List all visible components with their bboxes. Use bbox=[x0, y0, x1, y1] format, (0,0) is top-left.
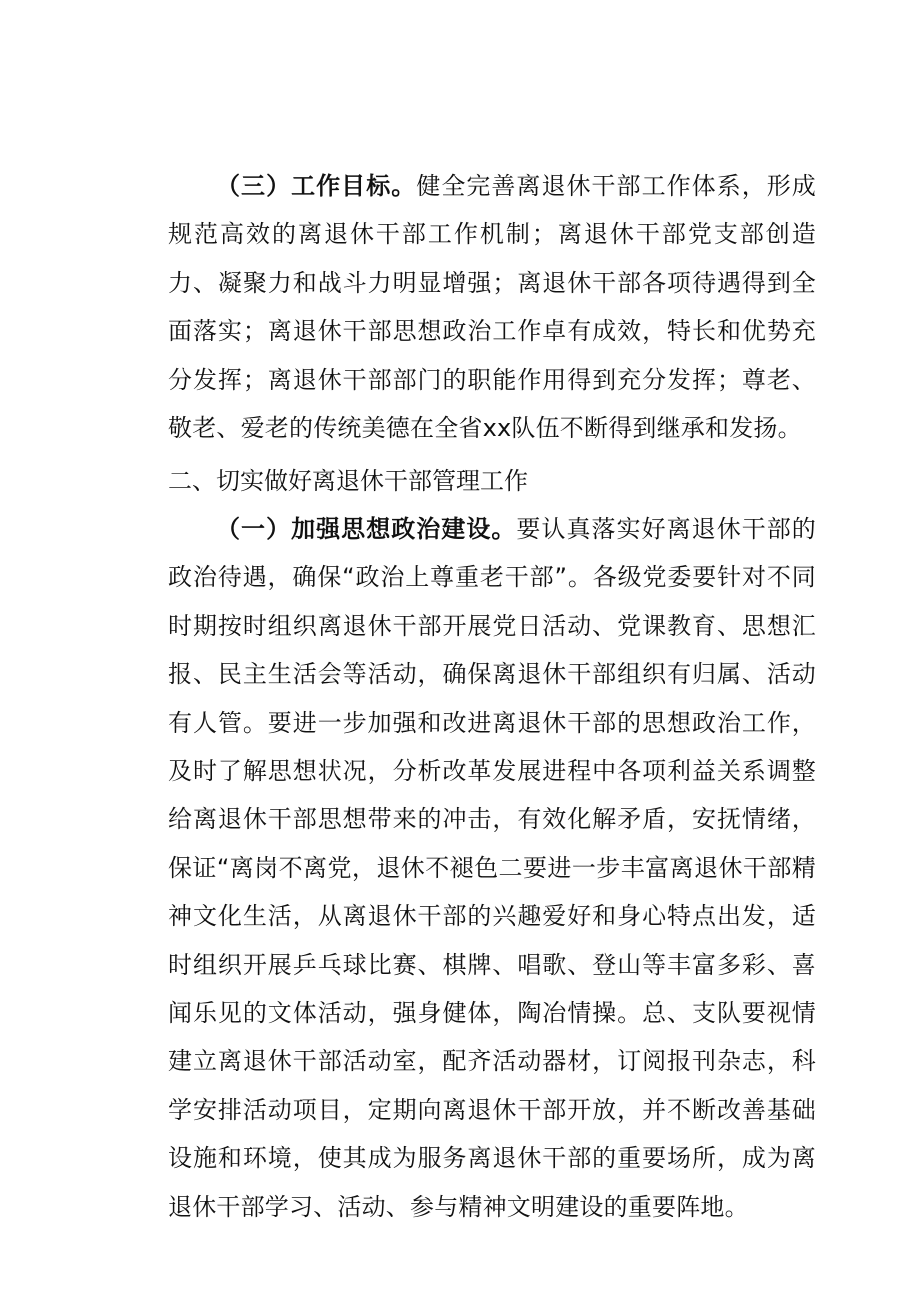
paragraph-body-work-goals: 健全完善离退休干部工作体系，形成规范高效的离退休干部工作机制；离退休干部党支部创造力、凝聚力和战斗力明显增强；离退休干部各项待遇得到全面落实；离退休干部思想政治工作卓有成效，特长和优势充分发挥；离退休干部部门的职能作用得到充分发挥；尊老、敬老、爱老的传统美德在全省xx队伍不断得到继承和发扬。 bbox=[168, 172, 816, 443]
paragraph-body-political-building: 要认真落实好离退休干部的政治待遇，确保“政治上尊重老干部”。各级党委要针对不同时期按时组织离退休干部开展党日活动、党课教育、思想汇报、民主生活会等活动，确保离退休干部组织有归属、活动有人管。要进一步加强和改进离退休干部的思想政治工作，及时了解思想状况，分析改革发展进程中各项利益关系调整给离退休干部思想带来的冲击，有效化解矛盾，安抚情绪，保证“离岗不离党，退休不褪色二要进一步丰富离退休干部精神文化生活，从离退休干部的兴趣爱好和身心特点出发，适时组织开展乒乓球比赛、棋牌、唱歌、登山等丰富多彩、喜闻乐见的文体活动，强身健体，陶冶情操。总、支队要视情建立离退休干部活动室，配齐活动器材，订阅报刊杂志，科学安排活动项目，定期向离退休干部开放，并不断改善基础设施和环境，使其成为服务离退休干部的重要场所，成为离退休干部学习、活动、参与精神文明建设的重要阵地。 bbox=[168, 515, 816, 1221]
paragraph-lead-political-building: （一）加强思想政治建设。 bbox=[216, 515, 517, 543]
paragraph-political-building bbox=[168, 505, 816, 1231]
paragraph-lead-work-goals: （三）工作目标。 bbox=[216, 172, 417, 200]
paragraph-work-goals bbox=[168, 162, 816, 452]
section-heading-management: 二、切实做好离退休干部管理工作 bbox=[168, 467, 528, 495]
